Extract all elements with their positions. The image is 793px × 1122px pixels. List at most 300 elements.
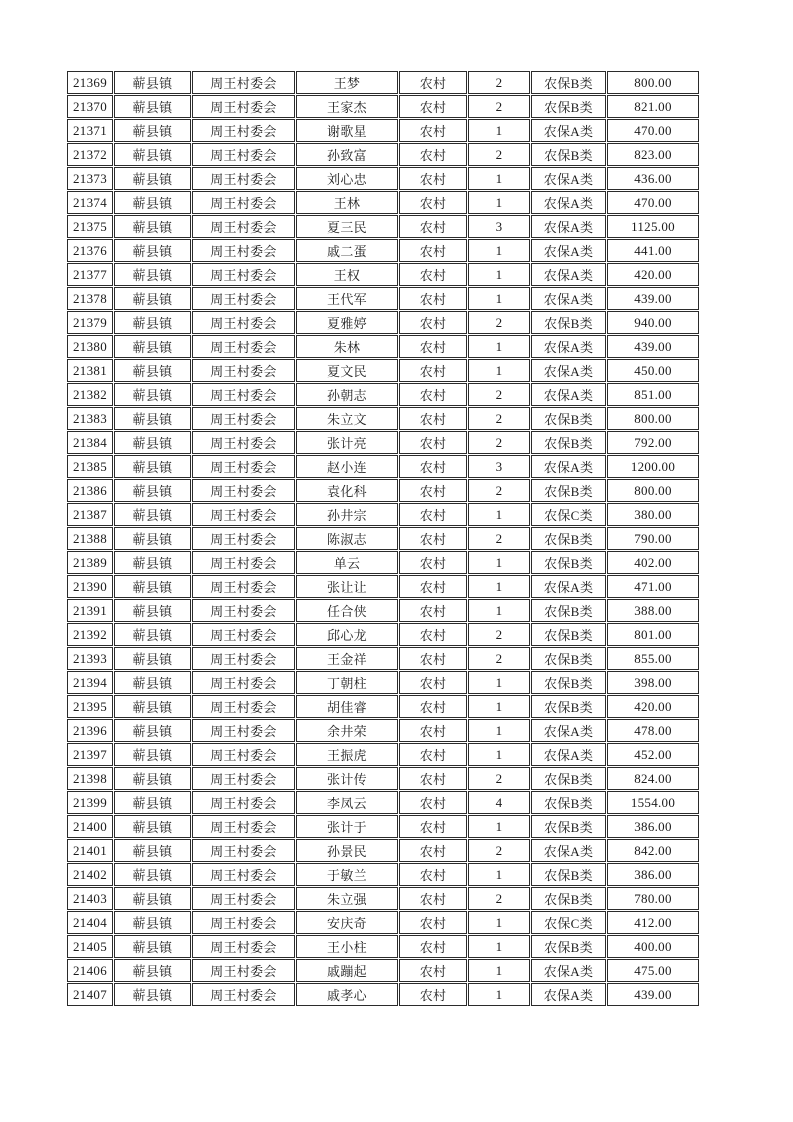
table-row <box>67 311 699 334</box>
cell-residence-type: 农村 <box>399 959 467 982</box>
cell-person-name: 袁化科 <box>296 479 398 502</box>
cell-town: 蕲县镇 <box>114 431 191 454</box>
cell-town: 蕲县镇 <box>114 311 191 334</box>
cell-person-name: 朱立文 <box>296 407 398 430</box>
cell-town: 蕲县镇 <box>114 527 191 550</box>
cell-insurance-category: 农保B类 <box>531 935 606 958</box>
table-row <box>67 647 699 670</box>
cell-amount: 470.00 <box>607 191 699 214</box>
cell-village-committee: 周王村委会 <box>192 455 295 478</box>
cell-insurance-category: 农保B类 <box>531 95 606 118</box>
cell-insurance-category: 农保B类 <box>531 527 606 550</box>
cell-person-count: 1 <box>468 983 530 1006</box>
cell-person-name: 任合侠 <box>296 599 398 622</box>
cell-person-name: 单云 <box>296 551 398 574</box>
cell-amount: 400.00 <box>607 935 699 958</box>
cell-amount: 780.00 <box>607 887 699 910</box>
cell-town: 蕲县镇 <box>114 623 191 646</box>
cell-amount: 823.00 <box>607 143 699 166</box>
cell-amount: 842.00 <box>607 839 699 862</box>
cell-insurance-category: 农保A类 <box>531 191 606 214</box>
cell-town: 蕲县镇 <box>114 695 191 718</box>
cell-amount: 452.00 <box>607 743 699 766</box>
cell-amount: 790.00 <box>607 527 699 550</box>
table-row <box>67 143 699 166</box>
cell-village-committee: 周王村委会 <box>192 695 295 718</box>
cell-serial-number: 21385 <box>67 455 113 478</box>
cell-town: 蕲县镇 <box>114 455 191 478</box>
cell-village-committee: 周王村委会 <box>192 551 295 574</box>
cell-town: 蕲县镇 <box>114 383 191 406</box>
cell-person-count: 1 <box>468 599 530 622</box>
cell-amount: 420.00 <box>607 695 699 718</box>
cell-insurance-category: 农保A类 <box>531 215 606 238</box>
cell-town: 蕲县镇 <box>114 503 191 526</box>
cell-amount: 1125.00 <box>607 215 699 238</box>
cell-insurance-category: 农保C类 <box>531 911 606 934</box>
cell-amount: 821.00 <box>607 95 699 118</box>
cell-serial-number: 21377 <box>67 263 113 286</box>
table-row <box>67 695 699 718</box>
table-row <box>67 671 699 694</box>
table-row <box>67 191 699 214</box>
cell-residence-type: 农村 <box>399 407 467 430</box>
cell-person-name: 张计于 <box>296 815 398 838</box>
cell-serial-number: 21380 <box>67 335 113 358</box>
cell-amount: 412.00 <box>607 911 699 934</box>
cell-village-committee: 周王村委会 <box>192 839 295 862</box>
cell-person-name: 戚孝心 <box>296 983 398 1006</box>
cell-person-name: 王家杰 <box>296 95 398 118</box>
cell-amount: 439.00 <box>607 983 699 1006</box>
cell-person-count: 3 <box>468 215 530 238</box>
cell-person-name: 胡佳睿 <box>296 695 398 718</box>
cell-residence-type: 农村 <box>399 143 467 166</box>
cell-person-count: 2 <box>468 71 530 94</box>
cell-town: 蕲县镇 <box>114 935 191 958</box>
cell-residence-type: 农村 <box>399 647 467 670</box>
cell-insurance-category: 农保A类 <box>531 335 606 358</box>
cell-town: 蕲县镇 <box>114 479 191 502</box>
cell-residence-type: 农村 <box>399 839 467 862</box>
cell-residence-type: 农村 <box>399 551 467 574</box>
table-row <box>67 239 699 262</box>
cell-person-count: 1 <box>468 191 530 214</box>
cell-insurance-category: 农保A类 <box>531 743 606 766</box>
cell-insurance-category: 农保A类 <box>531 959 606 982</box>
cell-person-count: 2 <box>468 527 530 550</box>
cell-amount: 439.00 <box>607 287 699 310</box>
cell-town: 蕲县镇 <box>114 95 191 118</box>
cell-person-name: 李凤云 <box>296 791 398 814</box>
cell-village-committee: 周王村委会 <box>192 863 295 886</box>
cell-person-count: 1 <box>468 959 530 982</box>
cell-person-count: 2 <box>468 479 530 502</box>
cell-person-name: 王梦 <box>296 71 398 94</box>
cell-serial-number: 21390 <box>67 575 113 598</box>
cell-town: 蕲县镇 <box>114 239 191 262</box>
table-row <box>67 287 699 310</box>
cell-person-name: 安庆奇 <box>296 911 398 934</box>
cell-village-committee: 周王村委会 <box>192 743 295 766</box>
cell-village-committee: 周王村委会 <box>192 263 295 286</box>
cell-residence-type: 农村 <box>399 263 467 286</box>
cell-person-name: 张计传 <box>296 767 398 790</box>
cell-town: 蕲县镇 <box>114 287 191 310</box>
cell-serial-number: 21370 <box>67 95 113 118</box>
cell-town: 蕲县镇 <box>114 767 191 790</box>
cell-person-count: 2 <box>468 311 530 334</box>
cell-insurance-category: 农保C类 <box>531 503 606 526</box>
table-row <box>67 359 699 382</box>
cell-person-count: 1 <box>468 551 530 574</box>
cell-serial-number: 21386 <box>67 479 113 502</box>
cell-amount: 386.00 <box>607 863 699 886</box>
cell-town: 蕲县镇 <box>114 263 191 286</box>
cell-residence-type: 农村 <box>399 359 467 382</box>
cell-serial-number: 21401 <box>67 839 113 862</box>
cell-village-committee: 周王村委会 <box>192 647 295 670</box>
cell-serial-number: 21399 <box>67 791 113 814</box>
cell-residence-type: 农村 <box>399 791 467 814</box>
cell-person-name: 于敏兰 <box>296 863 398 886</box>
cell-person-name: 王振虎 <box>296 743 398 766</box>
cell-amount: 386.00 <box>607 815 699 838</box>
cell-town: 蕲县镇 <box>114 647 191 670</box>
cell-person-name: 王代军 <box>296 287 398 310</box>
cell-insurance-category: 农保B类 <box>531 647 606 670</box>
cell-serial-number: 21397 <box>67 743 113 766</box>
cell-person-count: 2 <box>468 407 530 430</box>
cell-town: 蕲县镇 <box>114 167 191 190</box>
cell-serial-number: 21371 <box>67 119 113 142</box>
cell-residence-type: 农村 <box>399 767 467 790</box>
cell-town: 蕲县镇 <box>114 959 191 982</box>
cell-person-name: 戚二蛋 <box>296 239 398 262</box>
cell-insurance-category: 农保A类 <box>531 455 606 478</box>
cell-residence-type: 农村 <box>399 167 467 190</box>
cell-village-committee: 周王村委会 <box>192 671 295 694</box>
cell-village-committee: 周王村委会 <box>192 527 295 550</box>
cell-insurance-category: 农保A类 <box>531 287 606 310</box>
cell-residence-type: 农村 <box>399 623 467 646</box>
cell-person-count: 1 <box>468 359 530 382</box>
cell-insurance-category: 农保B类 <box>531 887 606 910</box>
cell-village-committee: 周王村委会 <box>192 815 295 838</box>
cell-insurance-category: 农保B类 <box>531 551 606 574</box>
cell-insurance-category: 农保A类 <box>531 383 606 406</box>
cell-amount: 800.00 <box>607 407 699 430</box>
cell-residence-type: 农村 <box>399 311 467 334</box>
cell-person-count: 3 <box>468 455 530 478</box>
cell-village-committee: 周王村委会 <box>192 215 295 238</box>
cell-amount: 1554.00 <box>607 791 699 814</box>
cell-serial-number: 21381 <box>67 359 113 382</box>
cell-insurance-category: 农保B类 <box>531 695 606 718</box>
table-row <box>67 599 699 622</box>
cell-town: 蕲县镇 <box>114 119 191 142</box>
cell-village-committee: 周王村委会 <box>192 503 295 526</box>
cell-person-count: 2 <box>468 95 530 118</box>
cell-serial-number: 21375 <box>67 215 113 238</box>
cell-insurance-category: 农保A类 <box>531 839 606 862</box>
cell-residence-type: 农村 <box>399 95 467 118</box>
table-row <box>67 623 699 646</box>
table-row <box>67 263 699 286</box>
cell-village-committee: 周王村委会 <box>192 599 295 622</box>
cell-town: 蕲县镇 <box>114 599 191 622</box>
cell-amount: 478.00 <box>607 719 699 742</box>
table-row <box>67 911 699 934</box>
cell-serial-number: 21407 <box>67 983 113 1006</box>
cell-residence-type: 农村 <box>399 671 467 694</box>
table-row <box>67 551 699 574</box>
cell-town: 蕲县镇 <box>114 551 191 574</box>
cell-village-committee: 周王村委会 <box>192 431 295 454</box>
cell-serial-number: 21402 <box>67 863 113 886</box>
cell-person-count: 1 <box>468 719 530 742</box>
cell-person-count: 1 <box>468 935 530 958</box>
cell-person-count: 2 <box>468 887 530 910</box>
cell-amount: 470.00 <box>607 119 699 142</box>
cell-residence-type: 农村 <box>399 503 467 526</box>
cell-person-name: 朱林 <box>296 335 398 358</box>
cell-serial-number: 21405 <box>67 935 113 958</box>
cell-person-name: 刘心忠 <box>296 167 398 190</box>
table-row <box>67 119 699 142</box>
table-row <box>67 479 699 502</box>
cell-town: 蕲县镇 <box>114 815 191 838</box>
cell-village-committee: 周王村委会 <box>192 95 295 118</box>
table-row <box>67 167 699 190</box>
cell-residence-type: 农村 <box>399 695 467 718</box>
cell-insurance-category: 农保B类 <box>531 431 606 454</box>
records-table-body <box>67 71 699 1006</box>
cell-town: 蕲县镇 <box>114 575 191 598</box>
cell-person-count: 1 <box>468 743 530 766</box>
cell-amount: 851.00 <box>607 383 699 406</box>
cell-amount: 800.00 <box>607 479 699 502</box>
cell-serial-number: 21404 <box>67 911 113 934</box>
cell-insurance-category: 农保A类 <box>531 983 606 1006</box>
table-row <box>67 767 699 790</box>
table-row <box>67 575 699 598</box>
cell-serial-number: 21393 <box>67 647 113 670</box>
cell-amount: 824.00 <box>607 767 699 790</box>
cell-person-count: 1 <box>468 119 530 142</box>
cell-amount: 471.00 <box>607 575 699 598</box>
cell-person-count: 2 <box>468 647 530 670</box>
cell-village-committee: 周王村委会 <box>192 935 295 958</box>
cell-person-count: 1 <box>468 263 530 286</box>
cell-residence-type: 农村 <box>399 719 467 742</box>
cell-town: 蕲县镇 <box>114 215 191 238</box>
cell-amount: 1200.00 <box>607 455 699 478</box>
cell-village-committee: 周王村委会 <box>192 911 295 934</box>
cell-town: 蕲县镇 <box>114 743 191 766</box>
cell-serial-number: 21382 <box>67 383 113 406</box>
cell-village-committee: 周王村委会 <box>192 143 295 166</box>
cell-insurance-category: 农保B类 <box>531 791 606 814</box>
cell-insurance-category: 农保B类 <box>531 599 606 622</box>
cell-town: 蕲县镇 <box>114 359 191 382</box>
cell-town: 蕲县镇 <box>114 191 191 214</box>
cell-residence-type: 农村 <box>399 119 467 142</box>
cell-village-committee: 周王村委会 <box>192 191 295 214</box>
cell-serial-number: 21391 <box>67 599 113 622</box>
cell-person-name: 孙井宗 <box>296 503 398 526</box>
cell-person-name: 陈淑志 <box>296 527 398 550</box>
cell-person-name: 王权 <box>296 263 398 286</box>
cell-serial-number: 21376 <box>67 239 113 262</box>
cell-person-name: 余井荣 <box>296 719 398 742</box>
cell-residence-type: 农村 <box>399 935 467 958</box>
cell-person-count: 1 <box>468 671 530 694</box>
cell-person-count: 1 <box>468 335 530 358</box>
cell-residence-type: 农村 <box>399 983 467 1006</box>
table-row <box>67 791 699 814</box>
cell-insurance-category: 农保B类 <box>531 863 606 886</box>
table-row <box>67 719 699 742</box>
cell-insurance-category: 农保B类 <box>531 623 606 646</box>
cell-person-count: 2 <box>468 623 530 646</box>
table-row <box>67 815 699 838</box>
cell-amount: 792.00 <box>607 431 699 454</box>
cell-residence-type: 农村 <box>399 191 467 214</box>
cell-amount: 801.00 <box>607 623 699 646</box>
cell-person-count: 1 <box>468 575 530 598</box>
table-row <box>67 215 699 238</box>
cell-person-count: 1 <box>468 287 530 310</box>
cell-amount: 402.00 <box>607 551 699 574</box>
cell-village-committee: 周王村委会 <box>192 311 295 334</box>
cell-insurance-category: 农保A类 <box>531 719 606 742</box>
cell-village-committee: 周王村委会 <box>192 983 295 1006</box>
cell-insurance-category: 农保A类 <box>531 239 606 262</box>
cell-serial-number: 21388 <box>67 527 113 550</box>
cell-insurance-category: 农保A类 <box>531 359 606 382</box>
cell-serial-number: 21398 <box>67 767 113 790</box>
cell-village-committee: 周王村委会 <box>192 119 295 142</box>
cell-town: 蕲县镇 <box>114 887 191 910</box>
cell-person-count: 1 <box>468 695 530 718</box>
cell-residence-type: 农村 <box>399 215 467 238</box>
cell-person-name: 谢歌星 <box>296 119 398 142</box>
cell-serial-number: 21406 <box>67 959 113 982</box>
cell-village-committee: 周王村委会 <box>192 383 295 406</box>
cell-insurance-category: 农保B类 <box>531 767 606 790</box>
cell-person-count: 2 <box>468 767 530 790</box>
cell-person-count: 1 <box>468 503 530 526</box>
cell-residence-type: 农村 <box>399 431 467 454</box>
cell-insurance-category: 农保B类 <box>531 71 606 94</box>
table-row <box>67 959 699 982</box>
cell-town: 蕲县镇 <box>114 335 191 358</box>
cell-village-committee: 周王村委会 <box>192 287 295 310</box>
table-row <box>67 455 699 478</box>
table-row <box>67 95 699 118</box>
cell-person-count: 2 <box>468 431 530 454</box>
cell-serial-number: 21395 <box>67 695 113 718</box>
cell-amount: 441.00 <box>607 239 699 262</box>
cell-residence-type: 农村 <box>399 815 467 838</box>
cell-insurance-category: 农保B类 <box>531 311 606 334</box>
cell-serial-number: 21403 <box>67 887 113 910</box>
cell-residence-type: 农村 <box>399 479 467 502</box>
cell-amount: 439.00 <box>607 335 699 358</box>
cell-insurance-category: 农保B类 <box>531 479 606 502</box>
cell-town: 蕲县镇 <box>114 671 191 694</box>
cell-serial-number: 21374 <box>67 191 113 214</box>
cell-residence-type: 农村 <box>399 863 467 886</box>
cell-village-committee: 周王村委会 <box>192 791 295 814</box>
cell-insurance-category: 农保B类 <box>531 671 606 694</box>
cell-village-committee: 周王村委会 <box>192 959 295 982</box>
cell-residence-type: 农村 <box>399 335 467 358</box>
cell-village-committee: 周王村委会 <box>192 887 295 910</box>
table-row <box>67 503 699 526</box>
cell-insurance-category: 农保B类 <box>531 815 606 838</box>
cell-village-committee: 周王村委会 <box>192 719 295 742</box>
cell-person-count: 1 <box>468 167 530 190</box>
table-row <box>67 887 699 910</box>
cell-person-name: 张计亮 <box>296 431 398 454</box>
cell-person-count: 1 <box>468 911 530 934</box>
cell-insurance-category: 农保A类 <box>531 263 606 286</box>
table-row <box>67 383 699 406</box>
cell-town: 蕲县镇 <box>114 407 191 430</box>
cell-village-committee: 周王村委会 <box>192 623 295 646</box>
records-table <box>66 70 700 1007</box>
cell-residence-type: 农村 <box>399 455 467 478</box>
cell-town: 蕲县镇 <box>114 983 191 1006</box>
cell-residence-type: 农村 <box>399 887 467 910</box>
cell-person-count: 2 <box>468 143 530 166</box>
cell-person-name: 王林 <box>296 191 398 214</box>
cell-residence-type: 农村 <box>399 71 467 94</box>
cell-serial-number: 21369 <box>67 71 113 94</box>
cell-amount: 436.00 <box>607 167 699 190</box>
cell-town: 蕲县镇 <box>114 143 191 166</box>
table-row <box>67 335 699 358</box>
cell-amount: 380.00 <box>607 503 699 526</box>
cell-serial-number: 21400 <box>67 815 113 838</box>
cell-person-name: 夏雅婷 <box>296 311 398 334</box>
cell-residence-type: 农村 <box>399 599 467 622</box>
cell-person-name: 张让让 <box>296 575 398 598</box>
cell-village-committee: 周王村委会 <box>192 359 295 382</box>
cell-serial-number: 21378 <box>67 287 113 310</box>
cell-village-committee: 周王村委会 <box>192 767 295 790</box>
cell-person-name: 夏文民 <box>296 359 398 382</box>
table-row <box>67 935 699 958</box>
cell-residence-type: 农村 <box>399 527 467 550</box>
cell-person-name: 王小柱 <box>296 935 398 958</box>
cell-village-committee: 周王村委会 <box>192 71 295 94</box>
cell-town: 蕲县镇 <box>114 911 191 934</box>
cell-serial-number: 21379 <box>67 311 113 334</box>
cell-serial-number: 21392 <box>67 623 113 646</box>
cell-person-name: 戚蹦起 <box>296 959 398 982</box>
cell-serial-number: 21389 <box>67 551 113 574</box>
cell-town: 蕲县镇 <box>114 863 191 886</box>
table-row <box>67 407 699 430</box>
cell-insurance-category: 农保B类 <box>531 407 606 430</box>
cell-person-name: 赵小连 <box>296 455 398 478</box>
cell-town: 蕲县镇 <box>114 719 191 742</box>
cell-person-count: 1 <box>468 239 530 262</box>
cell-insurance-category: 农保A类 <box>531 575 606 598</box>
